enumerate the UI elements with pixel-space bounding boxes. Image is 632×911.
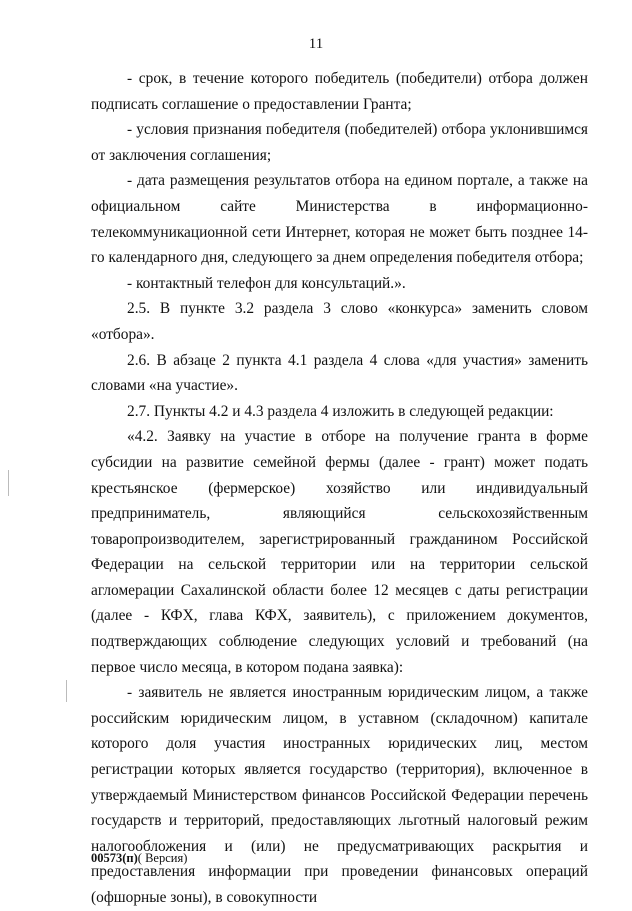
paragraph-foreign-entity-condition: - заявитель не является иностранным юридическим лицом, а также российским юридическим лицом, в уставном (складочном) капитале которого доля участия иностранных юридических лиц, местом регистрации которых является государство (территория), включенное в утверждаемый Министерством финансов Российской Федерации перечень государств и территорий, предоставляющих льготный налоговый режим налогообложения и (или) не предусматривающих раскрытия и предоставления информации при проведении финансовых операций (офшорные зоны), в совокупности (91, 684, 588, 906)
scan-mark (66, 680, 67, 702)
document-code (91, 850, 187, 866)
paragraph-signing-deadline: - срок, в течение которого победитель (победители) отбора должен подписать соглашение о предоставлении Гранта; (91, 70, 588, 113)
paragraph-item-2-6: 2.6. В абзаце 2 пункта 4.1 раздела 4 слова «для участия» заменить словами «на участие». (91, 351, 588, 395)
document-code-number: 00573(п) (91, 851, 138, 865)
scan-mark (8, 470, 9, 496)
paragraph-contact-phone: - контактный телефон для консультаций.». (127, 274, 406, 292)
document-version-label: ( Версия) (137, 851, 188, 865)
paragraph-clause-4-2: «4.2. Заявку на участие в отборе на получение гранта в форме субсидии на развитие семейной фермы (далее - грант) может подать крестьянское (фермерское) хозяйство или индивидуальный предприниматель, являющийся сельскохозяйственным товаропроизводителем, зарегистрированный гражданином Российской Федерации на сельской территории или на территории сельской агломерации Сахалинской области более 12 месяцев с даты регистрации (далее - КФХ, глава КФХ, заявитель), с приложением документов, подтверждающих соблюдение следующих условий и требований (на первое число месяца, в котором подана заявка): (91, 428, 588, 676)
page-number: 11 (308, 36, 324, 52)
paragraph-item-2-5: 2.5. В пункте 3.2 раздела 3 слово «конкурса» заменить словом «отбора». (91, 300, 588, 343)
paragraph-item-2-7: 2.7. Пункты 4.2 и 4.3 раздела 4 изложить в следующей редакции: (127, 402, 554, 420)
paragraph-results-publication-date: - дата размещения результатов отбора на едином портале, а также на официальном сайте Министерства в информационно-телекоммуникационной сети Интернет, которая не может быть позднее 14-го календарного дня, следующего за днем определения победителя отбора; (91, 172, 588, 267)
document-body (91, 66, 588, 911)
paragraph-evasion-conditions: - условия признания победителя (победителей) отбора уклонившимся от заключения соглашения; (91, 121, 588, 164)
